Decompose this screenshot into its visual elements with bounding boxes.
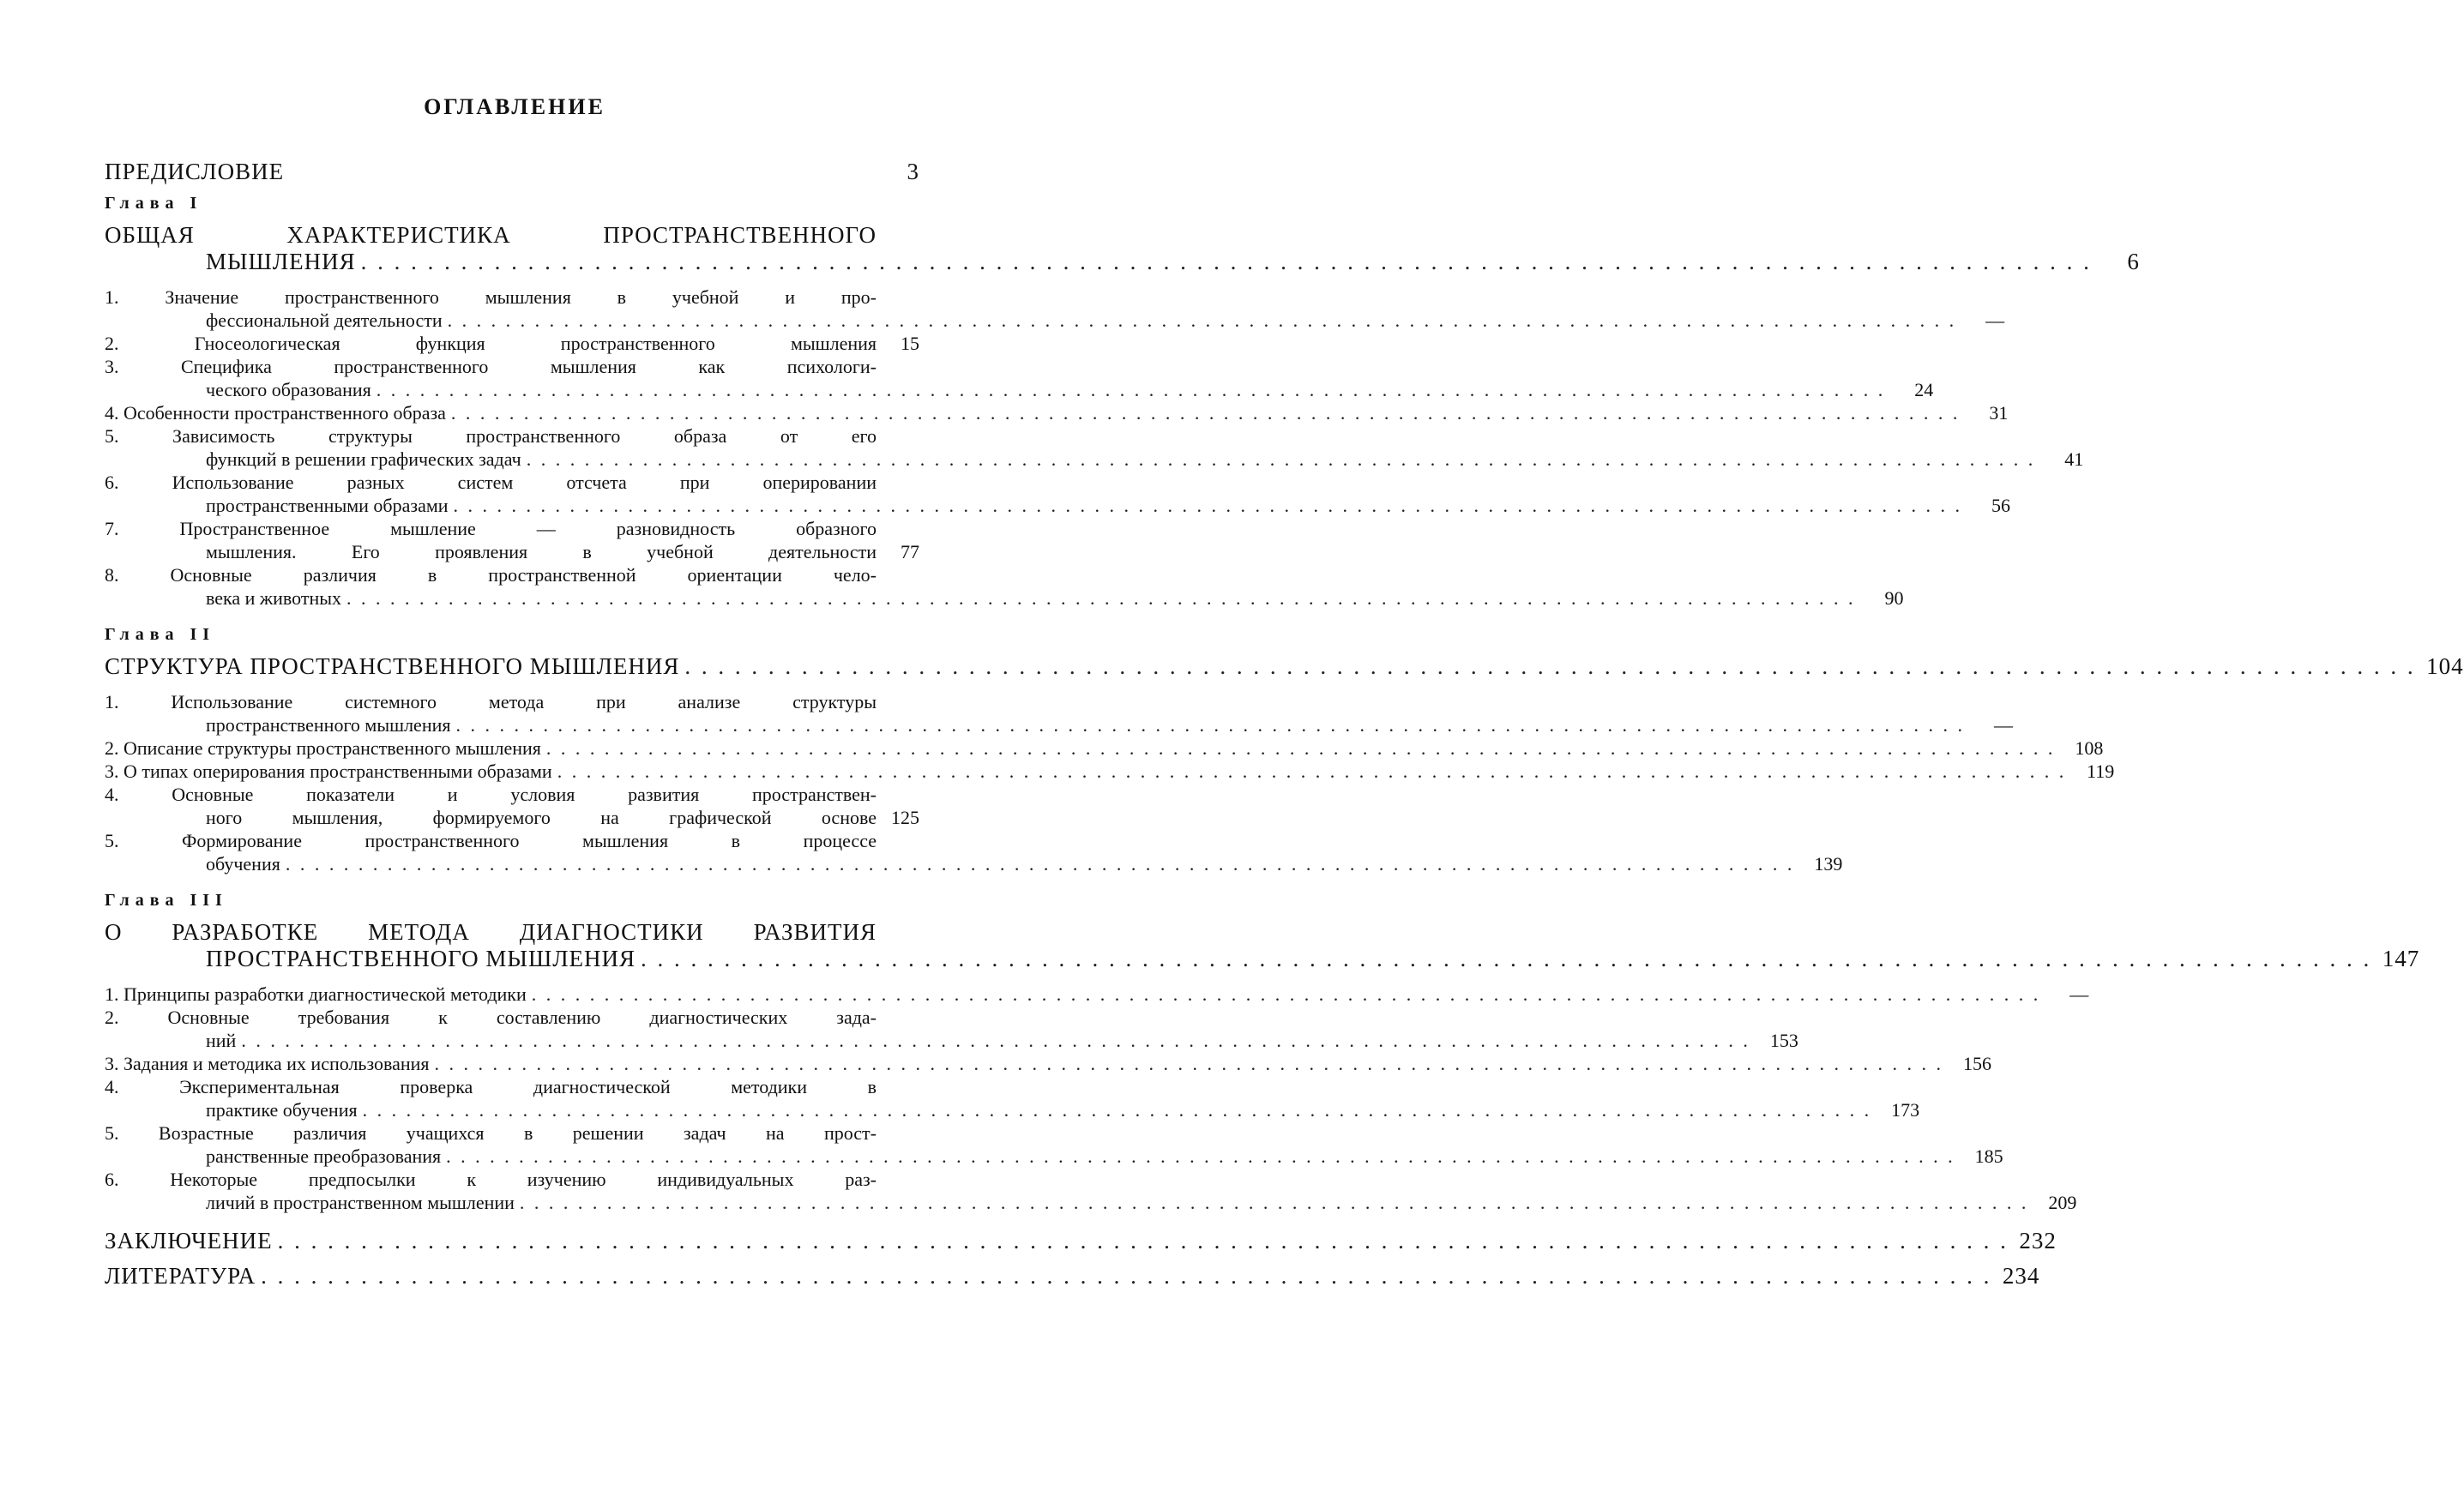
chapter-title [105, 653, 2464, 680]
toc-section [105, 690, 2013, 736]
chapter-title [105, 919, 2420, 972]
dot-leader [446, 1145, 1955, 1168]
section-line: 1. Использование системного метода при анализе структуры [105, 691, 877, 712]
toc-entry-conclusion [105, 1228, 2057, 1254]
toc-entry-literature [105, 1263, 2040, 1290]
chapter-label: Глава III [105, 891, 228, 910]
dot-leader [546, 736, 2056, 760]
entry-label: ПРЕДИСЛОВИЕ [105, 159, 285, 184]
entry-label: ЛИТЕРАТУРА [105, 1263, 256, 1289]
section-line: 2. Гносеологическая функция пространственного мышления [105, 333, 877, 354]
chapter-title-line: О РАЗРАБОТКЕ МЕТОДА ДИАГНОСТИКИ РАЗВИТИЯ [105, 919, 877, 945]
section-line: века и животных [206, 587, 342, 609]
page-number: 232 [2019, 1228, 2057, 1254]
toc-title: ОГЛАВЛЕНИЕ [424, 94, 605, 119]
toc-section [105, 760, 2115, 783]
section-line: 4. Экспериментальная проверка диагностической методики в [105, 1076, 877, 1097]
toc-entry-preface [105, 159, 919, 185]
toc-section [105, 1075, 1920, 1121]
page-number: 41 [2064, 448, 2084, 470]
dot-leader [527, 448, 2036, 471]
section-line: 1. Принципы разработки диагностической методики [105, 983, 527, 1005]
toc-section [105, 517, 919, 563]
toc-section [105, 424, 2084, 471]
dot-leader [451, 401, 1961, 424]
page-number: 24 [1914, 379, 1934, 400]
page-number: 185 [1974, 1145, 2003, 1167]
page-number: 108 [2075, 737, 2104, 759]
dot-leader [363, 1098, 1872, 1121]
section-line: ний [206, 1030, 237, 1051]
section-line: 3. Специфика пространственного мышления как психологи- [105, 356, 877, 377]
dot-leader [448, 309, 1957, 332]
page-number: — [1993, 714, 2013, 736]
toc-section [105, 355, 1934, 401]
toc-section [105, 471, 2011, 517]
section-line: ранственные преобразования [206, 1145, 442, 1167]
toc-section [105, 401, 2009, 424]
dot-leader [241, 1029, 1750, 1052]
toc-section [105, 783, 919, 829]
dot-leader [455, 713, 1965, 736]
section-line: 1. Значение пространственного мышления в учебной и про- [105, 286, 877, 308]
section-line: функций в решении графических задач [206, 448, 521, 470]
dot-leader [346, 586, 1856, 610]
section-line: ного мышления, формируемого на графической основе [206, 807, 877, 828]
chapter-title-line: СТРУКТУРА ПРОСТРАНСТВЕННОГО МЫШЛЕНИЯ [105, 653, 680, 679]
section-line: 5. Возрастные различия учащихся в решении задач на прост- [105, 1122, 877, 1144]
page-number: 119 [2087, 761, 2115, 782]
page-number: 90 [1884, 587, 1904, 609]
page-number: 3 [907, 159, 919, 184]
toc-section [105, 983, 2089, 1006]
section-line: 8. Основные различия в пространственной ориентации чело- [105, 564, 877, 586]
chapter-label: Глава I [105, 194, 203, 213]
page-number: 173 [1891, 1099, 1920, 1121]
toc-section [105, 1168, 2077, 1214]
dot-leader [435, 1052, 1944, 1075]
entry-label: ЗАКЛЮЧЕНИЕ [105, 1228, 273, 1254]
dot-leader [532, 983, 2041, 1006]
toc-section [105, 563, 1904, 610]
chapter-title-line: ОБЩАЯ ХАРАКТЕРИСТИКА ПРОСТРАНСТВЕННОГО [105, 222, 877, 248]
section-line: 2. Описание структуры пространственного мышления [105, 737, 541, 759]
toc-section [105, 736, 2104, 760]
section-line: 6. Некоторые предпосылки к изучению индивидуальных раз- [105, 1169, 877, 1190]
page-number: 147 [2382, 946, 2420, 971]
dot-leader [557, 760, 2067, 783]
section-line: практике обучения [206, 1099, 358, 1121]
page-number: 156 [1963, 1053, 1992, 1074]
dot-leader [641, 946, 2371, 972]
page-number: — [2069, 983, 2089, 1005]
toc-section [105, 286, 2005, 332]
toc-section [105, 829, 1843, 875]
section-line: 6. Использование разных систем отсчета при оперировании [105, 472, 877, 493]
chapter-label: Глава II [105, 625, 216, 644]
page-number: 209 [2048, 1192, 2077, 1213]
toc-list [105, 159, 2464, 1298]
section-line: 5. Зависимость структуры пространственного образа от его [105, 425, 877, 447]
section-line: ческого образования [206, 379, 371, 400]
page-number: 234 [2002, 1263, 2040, 1289]
toc-section [105, 332, 919, 355]
chapter-title-line: МЫШЛЕНИЯ [206, 249, 356, 274]
dot-leader [454, 494, 1963, 517]
toc-section [105, 1121, 2003, 1168]
dot-leader [278, 1228, 2009, 1254]
section-line: 7. Пространственное мышление — разновидность образного [105, 518, 877, 539]
dot-leader [377, 378, 1886, 401]
page-number: 31 [1989, 402, 2009, 424]
dot-leader [261, 1263, 1991, 1290]
section-line: обучения [206, 853, 280, 875]
section-line: 4. Основные показатели и условия развития пространствен- [105, 784, 877, 805]
section-line: 3. О типах оперирования пространственными образами [105, 761, 552, 782]
page-number: 6 [2127, 249, 2140, 274]
section-line: пространственными образами [206, 495, 449, 516]
chapter-title-line: ПРОСТРАНСТВЕННОГО МЫШЛЕНИЯ [206, 946, 636, 971]
page-number: 139 [1814, 853, 1843, 875]
page-number: 153 [1769, 1030, 1798, 1051]
page-number: — [1985, 310, 2005, 331]
toc-section [105, 1052, 1992, 1075]
dot-leader [286, 852, 1795, 875]
dot-leader [520, 1191, 2029, 1214]
page-number: 125 [891, 807, 919, 828]
section-line: мышления. Его проявления в учебной деятельности [206, 541, 877, 562]
section-line: личий в пространственном мышлении [206, 1192, 515, 1213]
section-line: пространственного мышления [206, 714, 451, 736]
section-line: 2. Основные требования к составлению диагностических зада- [105, 1007, 877, 1028]
section-line: фессиональной деятельности [206, 310, 443, 331]
section-line: 3. Задания и методика их использования [105, 1053, 430, 1074]
dot-leader [684, 653, 2415, 680]
page-number: 56 [1991, 495, 2011, 516]
page-number: 15 [901, 333, 919, 354]
dot-leader [361, 249, 2092, 275]
section-line: 5. Формирование пространственного мышления в процессе [105, 830, 877, 851]
page-number: 77 [901, 541, 919, 562]
section-line: 4. Особенности пространственного образа [105, 402, 446, 424]
toc-section [105, 1006, 1798, 1052]
chapter-title [105, 222, 2140, 275]
page-number: 104 [2426, 653, 2464, 679]
